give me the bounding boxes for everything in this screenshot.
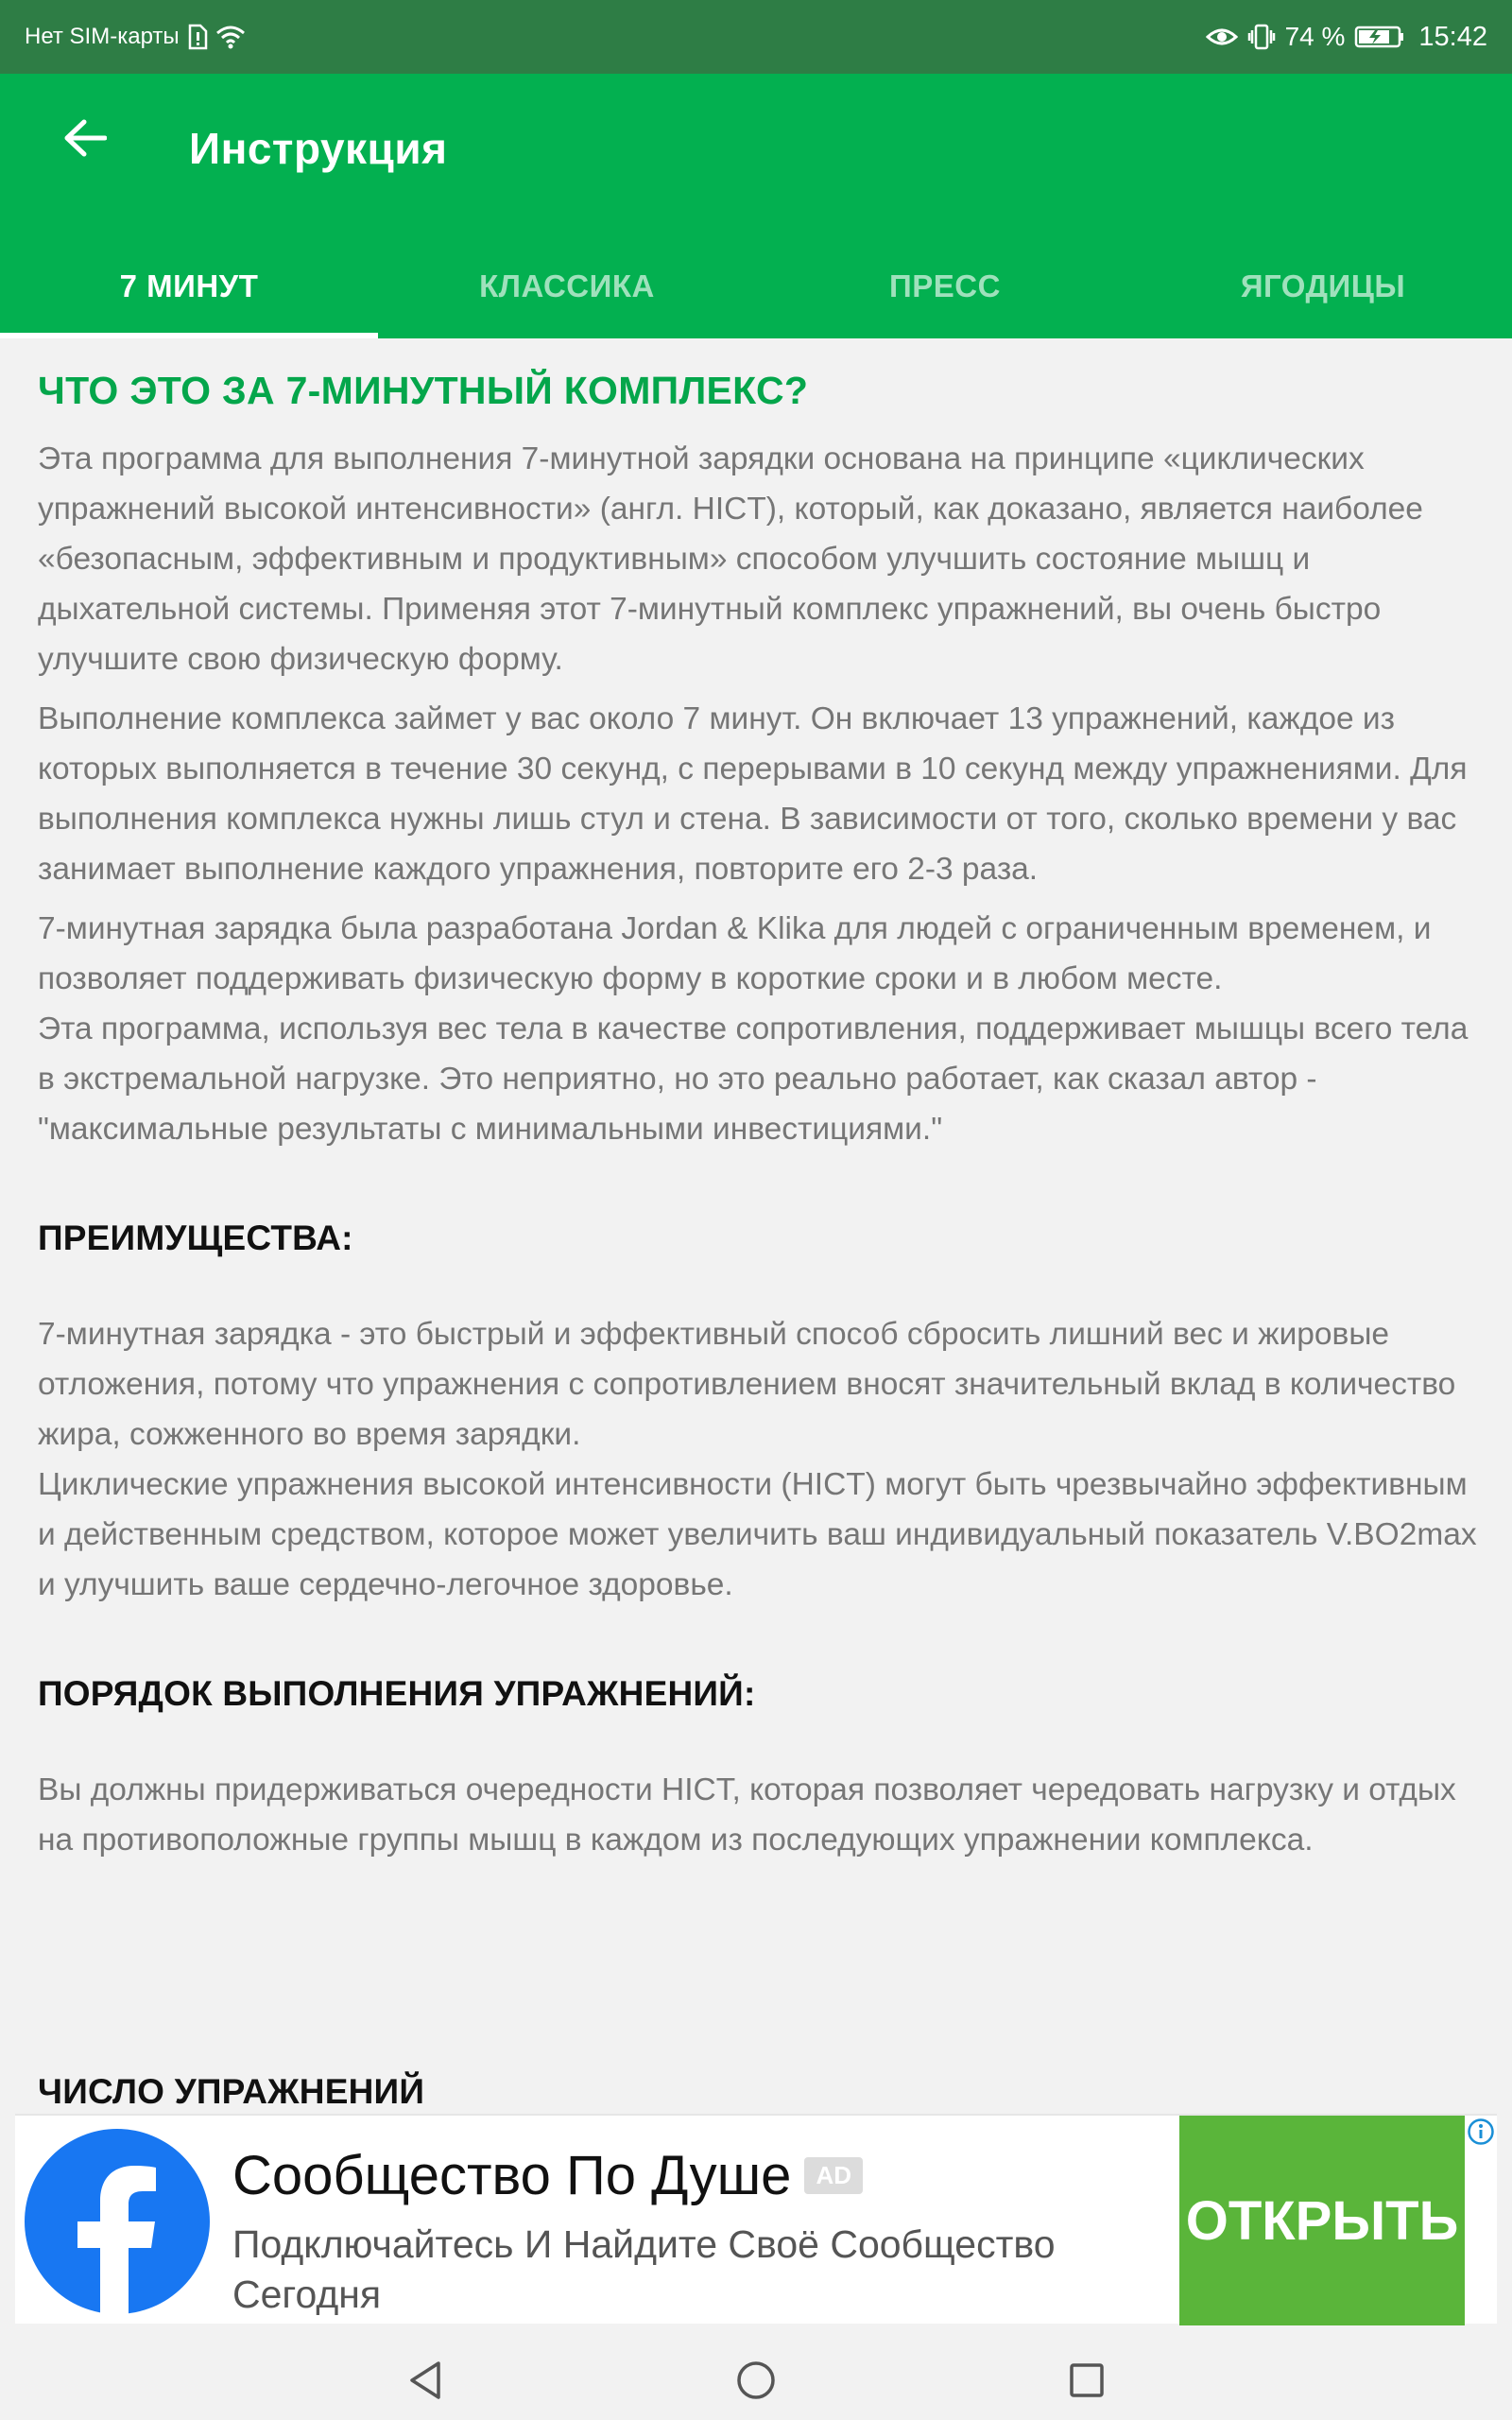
status-left	[25, 24, 246, 50]
app-bar	[0, 74, 1512, 338]
section-heading-what-is: ЧТО ЭТО ЗА 7-МИНУТНЫЙ КОМПЛЕКС?	[38, 369, 809, 412]
section-heading-order: ПОРЯДОК ВЫПОЛНЕНИЯ УПРАЖНЕНИЙ:	[38, 1674, 756, 1713]
vibrate-icon	[1247, 23, 1276, 51]
battery-charging-icon	[1354, 25, 1405, 49]
paragraph: Эта программа, используя вес тела в качестве сопротивления, поддерживает мышцы всего тела в экстремальной нагрузке. Это неприятно, но это реально работает, как сказал автор - "максимальные результаты с минимальными инвестициями."	[38, 1011, 1469, 1147]
back-button[interactable]	[57, 112, 113, 168]
back-triangle-icon[interactable]	[397, 2352, 454, 2409]
tab-7-minutes[interactable]: 7 МИНУТ	[0, 234, 378, 338]
section-heading-exercise-count: ЧИСЛО УПРАЖНЕНИЙ	[38, 2072, 425, 2111]
clock: 15:42	[1418, 21, 1487, 52]
home-circle-icon[interactable]	[728, 2352, 784, 2409]
arrow-left-icon	[63, 119, 107, 162]
status-right	[1206, 22, 1487, 53]
paragraph: 7-минутная зарядка - это быстрый и эффективный способ сбросить лишний вес и жировые отложения, потому что упражнения с сопротивлением вносят значительный вклад в количество жира, сожженного во время зарядки.	[38, 1317, 1456, 1452]
paragraph: Выполнение комплекса займет у вас около 7 минут. Он включает 13 упражнений, каждое из которых выполняется в течение 30 секунд, с перерывами в 10 секунд между упражнениями. Для выполнения комплекса нужны лишь стул и стена. В зависимости от того, сколько времени у вас занимает выполнение каждого упражнения, повторите его 2-3 раза.	[38, 701, 1468, 887]
section-heading-benefits: ПРЕИМУЩЕСТВА:	[38, 1219, 353, 1257]
battery-percent: 74 %	[1284, 22, 1346, 51]
paragraph: Циклические упражнения высокой интенсивности (HICT) могут быть чрезвычайно эффективным и действенным средством, которое может увеличить ваш индивидуальный показатель V.BO2max и улучшить ваше сердечно-легочное здоровье.	[38, 1467, 1477, 1602]
info-icon[interactable]	[1465, 2116, 1497, 2148]
ad-badge: AD	[804, 2157, 863, 2194]
ad-open-button[interactable]: ОТКРЫТЬ	[1179, 2116, 1465, 2325]
ad-title-row	[232, 2144, 863, 2207]
paragraph: Вы должны придерживаться очередности HICT, которая позволяет чередовать нагрузку и отдых на противоположные группы мышц в каждом из последующих упражнении комплекса.	[38, 1772, 1456, 1858]
carrier-text: Нет SIM-карты	[25, 24, 180, 49]
sim-alert-icon	[187, 24, 208, 50]
eye-icon	[1206, 26, 1238, 48]
instruction-content[interactable]	[38, 338, 1484, 2116]
recents-square-icon[interactable]	[1058, 2352, 1115, 2409]
page-title: Инструкция	[189, 124, 448, 173]
facebook-logo-icon	[23, 2127, 212, 2316]
wifi-icon	[215, 25, 246, 49]
paragraph: Эта программа для выполнения 7-минутной зарядки основана на принципе «циклических упражнений высокой интенсивности» (англ. HICT), который, как доказано, является наиболее «безопасным, эффективным и продуктивным» способом улучшить состояние мышц и дыхательной системы. Применяя этот 7-минутный комплекс упражнений, вы очень быстро улучшите свою физическую форму.	[38, 441, 1423, 677]
system-nav-bar	[0, 2341, 1512, 2420]
tab-bar	[0, 234, 1512, 338]
tab-glutes[interactable]: ЯГОДИЦЫ	[1240, 268, 1406, 303]
ad-banner[interactable]	[15, 2114, 1497, 2324]
ad-title: Сообщество По Душе	[232, 2145, 792, 2206]
ad-description: Подключайтесь И Найдите Своё Сообщество Сегодня	[232, 2222, 1056, 2316]
paragraph: 7-минутная зарядка была разработана Jordan & Klika для людей с ограниченным временем, и позволяет поддерживать физическую форму в короткие сроки и в любом месте.	[38, 911, 1432, 996]
tab-abs[interactable]: ПРЕСС	[889, 268, 1001, 303]
tab-classic[interactable]: КЛАССИКА	[479, 268, 655, 303]
status-bar	[0, 0, 1512, 74]
